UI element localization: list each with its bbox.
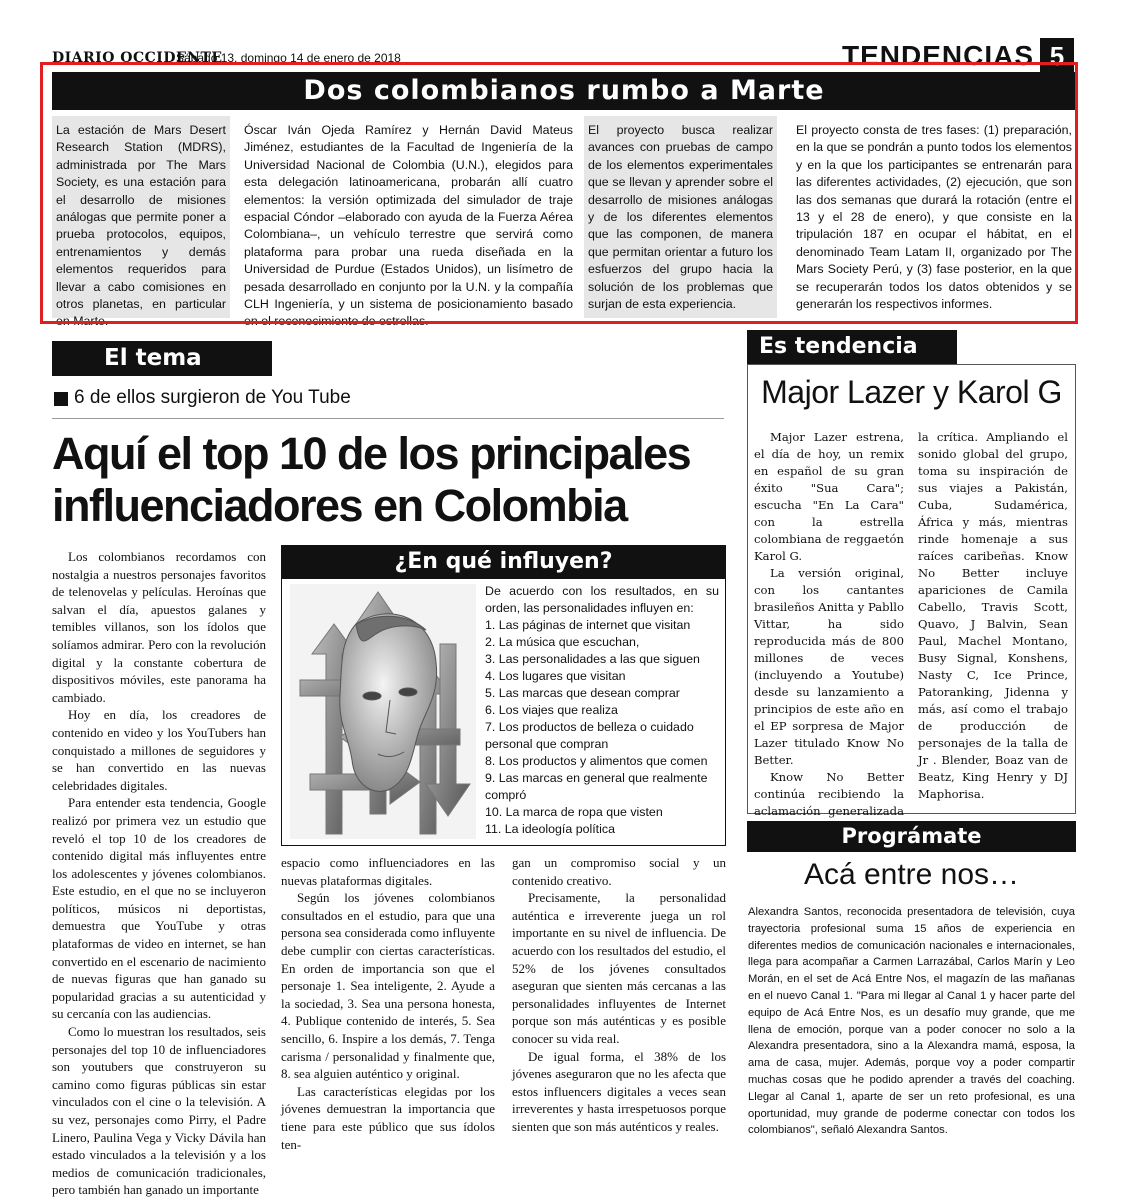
list-item: 3. Las personalidades a las que siguen xyxy=(485,652,700,666)
programate-body: Alexandra Santos, reconocida presentadora de televisión, cuya trayectoria profesional suma 15 años de experiencia en diferentes medios de comunicación nacionales e internacionales, llega para acompañar a Carmen Larrazábal, Carlos Marín y Leo Morán, en el set de Acá Entre Nos, el magazín de las mañanas en el nuevo Canal 1. "Para mi llegar al Canal 1 y hacer parte del equipo de Acá Entre Nos, es un desafío muy grande, que me llena de emoción, porque van a poder conocer no solo a la Alexandra presentadora, sino a la Alexandra mamá, esposa, la ama de casa, mujer. Además, porque voy a poder compartir muchas cosas que he podido aprender a través del coaching. Llegar al Canal 1, aparte de ser un reto profesional, es una oportunidad, muy grande de poderme conectar con todos los colombianos", señaló Alexandra Santos. xyxy=(748,906,1075,1137)
list-item: 5. Las marcas que desean comprar xyxy=(485,686,680,700)
paragraph: Hoy en día, los creadores de contenido en video y los YouTubers han conquistado a millones de seguidores y se han convertido en las nuevas celebridades digitales. xyxy=(52,707,266,793)
tendencia-section-label: Es tendencia xyxy=(747,330,957,364)
paragraph: Como lo muestran los resultados, seis personajes del top 10 de influenciadores son youtubers que construyeron su camino como figuras públicas sin estar vinculados con el cine o la televisión. A su vez, personajes como Pirry, el Padre Linero, Paulina Vega y Vicky Dávila han estado vinculados a la televisión y a los medios de comunicación tradicionales, pero también han ganado un importante xyxy=(52,1024,266,1198)
paragraph: espacio como influenciadores en las nuevas plataformas digitales. xyxy=(281,855,495,888)
section-title: TENDENCIAS xyxy=(842,40,1035,71)
list-item: 10. La marca de ropa que visten xyxy=(485,805,663,819)
paragraph: Según los jóvenes colombianos consultados en el estudio, para que una persona sea considerada como influyente debe cumplir con ciertas características. En orden de importancia son que el personaje 1. Sea inteligente, 2. Ayude a la sociedad, 3. Sea una persona honesta, 4. Publique contenido de interés, 5. Sea sencillo, 6. Inspire a los demás, 7. Tenga carisma / personalidad y finalmente que, 8. sea alguien auténtico y original. xyxy=(281,890,495,1082)
programate-section-label: Prográmate xyxy=(747,821,1076,852)
newspaper-name: DIARIO OCCIDENTE xyxy=(52,50,223,66)
tendencia-headline: Major Lazer y Karol G xyxy=(761,374,1062,410)
page-number: 5 xyxy=(1040,38,1074,74)
paragraph: Precisamente, la personalidad auténtica e irreverente juega un rol importante en su nivel de influencia. De acuerdo con los resultados del estudio, el 52% de los jóvenes consultados aseguran que sienten más cercanas a las personalidades influyentes de Internet porque son más auténticas y es posible conocer su vida real. xyxy=(512,890,726,1046)
paragraph: Para entender esta tendencia, Google realizó por primera vez un estudio que reveló el top 10 de los creadores de contenido digital más influyentes entre los adolescentes y jóvenes colombianos. Este estudio, en el que no se incluyeron políticos, músicos ni deportistas, demuestra que YouTube y otras plataformas de video en internet, se han convertido en el escenario de nacimiento de nuevas figuras que han ganado su popularidad gracias a su autenticidad y su cercanía con las audiencias. xyxy=(52,795,266,1022)
mars-column-2: Óscar Iván Ojeda Ramírez y Hernán David Mateus Jiménez, estudiantes de la Facultad de Ingeniería de la Universidad Nacional de Colombia (U.N.), elegidos para esta delegación latinoamericana, probarán allí cuatro elementos: la versión optimizada del simulador de traje espacial Cóndor –elaborado con ayuda de la Fuerza Aérea Colombiana–, un vehículo terrestre que servirá como plataforma para probar una rueda diseñada en la Universidad de Purdue (Estados Unidos), un lisímetro de pesada desarrollado en conjunto por la U.N. y la compañía CLH Ingeniería, y un sistema de posicionamiento basado en el reconocimiento de estrellas. xyxy=(244,123,573,329)
list-item: 1. Las páginas de internet que visitan xyxy=(485,618,691,632)
influyen-intro: De acuerdo con los resultados, en su orden, las personalidades influyen en: xyxy=(485,584,719,615)
article-column-1 xyxy=(52,548,266,1199)
article-column-2 xyxy=(281,854,495,1153)
paragraph: Know No Better continúa recibiendo la aclamación generalizada xyxy=(754,770,904,818)
tema-kicker: 6 de ellos surgieron de You Tube xyxy=(74,387,351,408)
main-headline: Aquí el top 10 de los principales influenciadores en Colombia xyxy=(52,428,691,531)
list-item: 4. Los lugares que visitan xyxy=(485,669,626,683)
list-item: 11. La ideología política xyxy=(485,822,615,836)
list-item: 9. Las marcas en general que realmente compró xyxy=(485,771,708,802)
paragraph: Las características elegidas por los jóvenes demuestran la importancia que tiene para este público que sus ídolos ten- xyxy=(281,1083,495,1152)
programate-headline: Acá entre nos… xyxy=(803,858,1020,891)
mars-column-3: El proyecto busca realizar avances con pruebas de campo de los elementos experimentales que se llevan y aprender sobre el desarrollo de misiones análogas y de los diferentes elementos que las componen, de manera que permitan orientar a futuro los esfuerzos del grupo hacia la solución de los problemas que surjan de esta experiencia. xyxy=(584,116,777,318)
list-item: 2. La música que escuchan, xyxy=(485,635,640,649)
kicker-bullet xyxy=(54,392,68,406)
mars-column-4: El proyecto consta de tres fases: (1) preparación, en la que se pondrán a punto todos los elementos y en la que los participantes se entrenarán para las diferentes actividades, (2) ejecución, que son las dos semanas que durará la rotación (entre el 13 y el 28 de enero), y que consiste en la tripulación 187 en ocupar el hábitat, en el denominado Team Latam II, organizado por The Mars Society Perú, y (3) fase posterior, en la que se recuperarán todos los datos obtenidos y se generarán los respectivos informes. xyxy=(796,123,1072,312)
issue-date: Sábado 13, domingo 14 de enero de 2018 xyxy=(176,51,401,65)
tema-section-label: El tema xyxy=(52,341,272,376)
paragraph: Major Lazer estrena, el día de hoy, un remix en español de su gran éxito "Sua Cara"; escucha "En La Cara" con la estrella colombiana de reggaetón Karol G. xyxy=(754,430,904,563)
list-item: 8. Los productos y alimentos que comen xyxy=(485,754,708,768)
list-item: 7. Los productos de belleza o cuidado personal que compran xyxy=(485,720,694,751)
paragraph: La versión original, con los cantantes brasileños Anitta y Pabllo Vittar, ha sido reproducida más de 800 millones de veces (incluyendo a Youtube) desde su lanzamiento a principios de este año en el EP sorpresa de Major Lazer titulado Know No Better. xyxy=(754,566,904,767)
tendencia-column-1 xyxy=(754,429,904,837)
arrows-head-illustration xyxy=(290,584,476,839)
paragraph: Los colombianos recordamos con nostalgia a nuestros personajes favoritos de telenovelas y películas. Heroínas que salvan el día, apuestos galanes y temibles villanos, son los ídolos que solíamos admirar. Pero con la revolución digital y la constante cobertura de dispositivos móviles, este panorama ha cambiado. xyxy=(52,549,266,705)
paragraph: gan un compromiso social y un contenido creativo. xyxy=(512,855,726,888)
article-column-3 xyxy=(512,854,726,1136)
tendencia-column-2: la crítica. Ampliando el sonido global del grupo, toma su inspiración de sus viajes a Pakistán, Cuba, Sudamérica, África y más, mientras rinde homenaje a sus raíces caribeñas. Know No Better incluye apariciones de Camila Cabello, Travis Scott, Quavo, J Balvin, Sean Paul, Machel Montano, Busy Signal, Konshens, Nasty C, Ice Prince, Patoranking, Jidenna y más, así como el trabajo de producción de personajes de la talla de Jr . Blender, Boaz van de Beatz, King Henry y DJ Maphorisa. xyxy=(918,430,1068,801)
highlight-frame xyxy=(40,62,1078,329)
mars-article-title: Dos colombianos rumbo a Marte xyxy=(52,72,1076,110)
divider xyxy=(52,418,724,419)
list-item: 6. Los viajes que realiza xyxy=(485,703,618,717)
influyen-list xyxy=(485,617,719,838)
paragraph: De igual forma, el 38% de los jóvenes aseguraron que no les afecta que estos influencers digitales a veces sean irreverentes y hasta irrespetuosos porque sienten que son más auténticos y reales. xyxy=(512,1048,726,1134)
influyen-box-title: ¿En qué influyen? xyxy=(281,545,726,578)
mars-column-1: La estación de Mars Desert Research Station (MDRS), administrada por The Mars Society, es una estación para el desarrollo de misiones análogas que permite poner a prueba protocolos, equipos, entrenamientos y demás elementos requeridos para llevar a cabo comisiones en otros planetas, en particular en Marte. xyxy=(52,116,230,318)
